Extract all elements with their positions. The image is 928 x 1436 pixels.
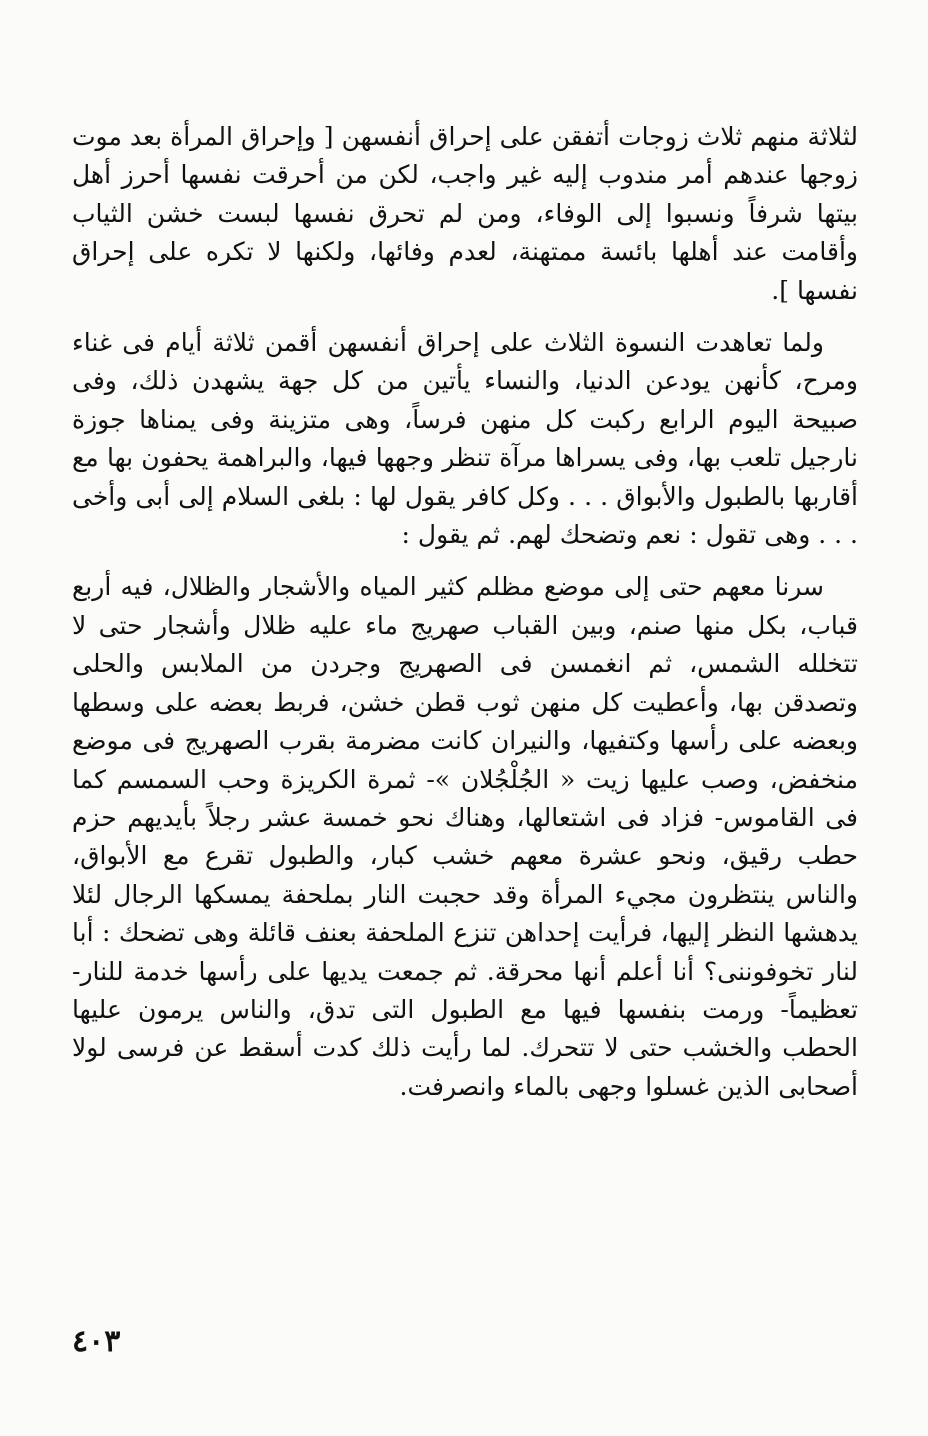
body-text xyxy=(72,118,858,1106)
page-number: ٤٠٣ xyxy=(72,1324,121,1359)
paragraph: لثلاثة منهم ثلاث زوجات أتفقن على إحراق أنفسهن [ وإحراق المرأة بعد موت زوجها عندهم أمر مندوب إليه غير واجب، لكن من أحرقت نفسها أحرز أهل بيتها شرفاً ونسبوا إلى الوفاء، ومن لم تحرق نفسها لبست خشن الثياب وأقامت عند أهلها بائسة ممتهنة، لعدم وفائها، ولكنها لا تكره على إحراق نفسها ]. xyxy=(72,122,858,305)
paragraph: ولما تعاهدت النسوة الثلاث على إحراق أنفسهن أقمن ثلاثة أيام فى غناء ومرح، كأنهن يودعن الدنيا، والنساء يأتين من كل جهة يشهدن ذلك، وفى صبيحة اليوم الرابع ركبت كل منهن فرساً، وهى متزينة وفى يمناها جوزة نارجيل تلعب بها، وفى يسراها مرآة تنظر وجهها فيها، والبراهمة يحفون بها مع أقاربها بالطبول والأبواق . . . وكل كافر يقول لها : بلغى السلام إلى أبى وأخى . . . وهى تقول : نعم وتضحك لهم. ثم يقول : xyxy=(72,328,858,550)
paragraph: سرنا معهم حتى إلى موضع مظلم كثير المياه والأشجار والظلال، فيه أربع قباب، بكل منها صنم، وبين القباب صهريج ماء عليه ظلال وأشجار حتى لا تتخلله الشمس، ثم انغمسن فى الصهريج وجردن من الملابس والحلى وتصدقن بها، وأعطيت كل منهن ثوب قطن خشن، فربط بعضه على وسطها وبعضه على رأسها وكتفيها، والنيران كانت مضرمة بقرب الصهريج فى موضع منخفض، وصب عليها زيت « الجُلْجُلان »- ثمرة الكريزة وحب السمسم كما فى القاموس- فزاد فى اشتعالها، وهناك نحو خمسة عشر رجلاً بأيديهم حزم حطب رقيق، ونحو عشرة معهم خشب كبار، والطبول تقرع مع الأبواق، والناس ينتظرون مجيء المرأة وقد حجبت النار بملحفة يمسكها الرجال لئلا يدهشها النظر إليها، فرأيت إحداهن تنزع الملحفة بعنف قائلة وهى تضحك : أبا لنار تخوفوننى؟ أنا أعلم أنها محرقة. ثم جمعت يديها على رأسها خدمة للنار- تعظيماً- ورمت بنفسها فيها مع الطبول التى تدق، والناس يرمون عليها الحطب والخشب حتى لا تتحرك. لما رأيت ذلك كدت أسقط عن فرسى لولا أصحابى الذين غسلوا وجهى بالماء وانصرفت. xyxy=(72,572,858,1101)
